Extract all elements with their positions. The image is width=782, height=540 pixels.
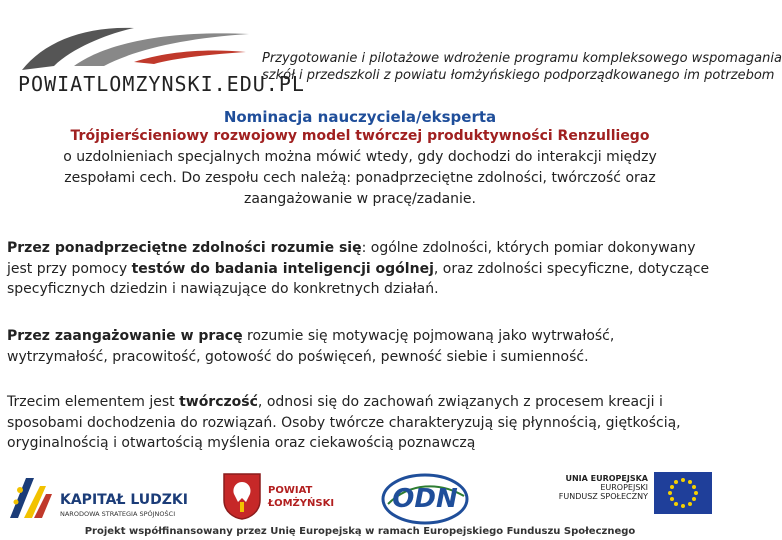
logo-text: POWIATLOMZYNSKI.EDU.PL — [18, 72, 305, 96]
p1-bold-1: Przez ponadprzeciętne zdolności rozumie się — [7, 240, 362, 256]
p2-text: rozumie się motywację pojmowaną jako wytrwałość, wytrzymałość, pracowitość, gotowość do poświęceń, pewność siebie i sumienność. — [7, 328, 615, 365]
powiat-lomzynski-label — [268, 484, 338, 512]
model-title: Trójpierścieniowy rozwojowy model twórczej produktywności Renzulliego — [70, 128, 650, 144]
ue-line-3: FUNDUSZ SPOŁECZNY — [558, 492, 648, 501]
p1-bold-2: testów do badania inteligencji ogólnej — [131, 260, 434, 277]
eu-flag-icon — [654, 472, 712, 514]
logo-swoosh-icon — [14, 22, 254, 78]
tagline-line-1: Przygotowanie i pilotażowe wdrożenie programu kompleksowego wspomagania — [262, 51, 782, 66]
kl-subtitle: NARODOWA STRATEGIA SPÓJNOŚCI — [60, 510, 176, 518]
footer-logos — [0, 462, 720, 540]
odn-logo — [380, 472, 470, 526]
odn-emblem-icon — [380, 472, 470, 526]
p1-text-1: : ogólne zdolności, których pomiar dokonywany jest przy pomocy — [7, 240, 696, 277]
ue-line-2: EUROPEJSKI — [600, 483, 648, 492]
ue-line-1: UNIA EUROPEJSKA — [565, 474, 648, 483]
powiat-logo — [14, 22, 305, 96]
p2-bold: Przez zaangażowanie w pracę — [7, 328, 243, 344]
kl-title: KAPITAŁ LUDZKI — [60, 492, 188, 508]
project-footnote: Projekt współfinansowany przez Unię Europejską w ramach Europejskiego Funduszu Społecznego — [84, 526, 636, 537]
odn-text: ODN — [392, 484, 458, 514]
ue-label — [548, 474, 648, 524]
model-block — [40, 126, 680, 210]
p1-text-2: , oraz zdolności specyficzne, dotyczące specyficznych dziedzin i nawiązujące do konkretnych działań. — [7, 260, 710, 297]
powiat-line-2: ŁOMŻYŃSKI — [268, 498, 335, 509]
paragraph-abilities — [7, 238, 713, 300]
p3-text-2: , odnosi się do zachowań związanych z procesem kreacji i sposobami dochodzenia do rozwiązań. Osoby twórcze charakteryzują się płynnością, giętkością, oryginalnością i otwartością myślenia oraz ciekawością poznawczą — [7, 394, 681, 451]
p3-bold: twórczość — [179, 394, 258, 410]
slide-title: Nominacja nauczyciela/eksperta — [223, 108, 497, 126]
coat-of-arms-icon — [222, 472, 262, 520]
kapital-ludzki-icon — [6, 468, 56, 526]
tagline-line-2: szkół i przedszkoli z powiatu łomżyńskiego podporządkowanego im potrzebom — [262, 68, 775, 83]
paragraph-commitment — [7, 326, 713, 367]
powiat-line-1: POWIAT — [268, 485, 313, 496]
model-intro: o uzdolnieniach specjalnych można mówić wtedy, gdy dochodzi do interakcji między zespołami cech. Do zespołu cech należą: ponadprzeciętne zdolności, twórczość oraz zaangażowanie w pracę/zadanie. — [63, 149, 657, 207]
kapital-ludzki-logo — [6, 468, 206, 526]
paragraph-creativity — [7, 392, 713, 454]
header — [0, 0, 782, 100]
project-tagline — [262, 50, 782, 84]
p3-text-1: Trzecim elementem jest — [7, 394, 180, 410]
